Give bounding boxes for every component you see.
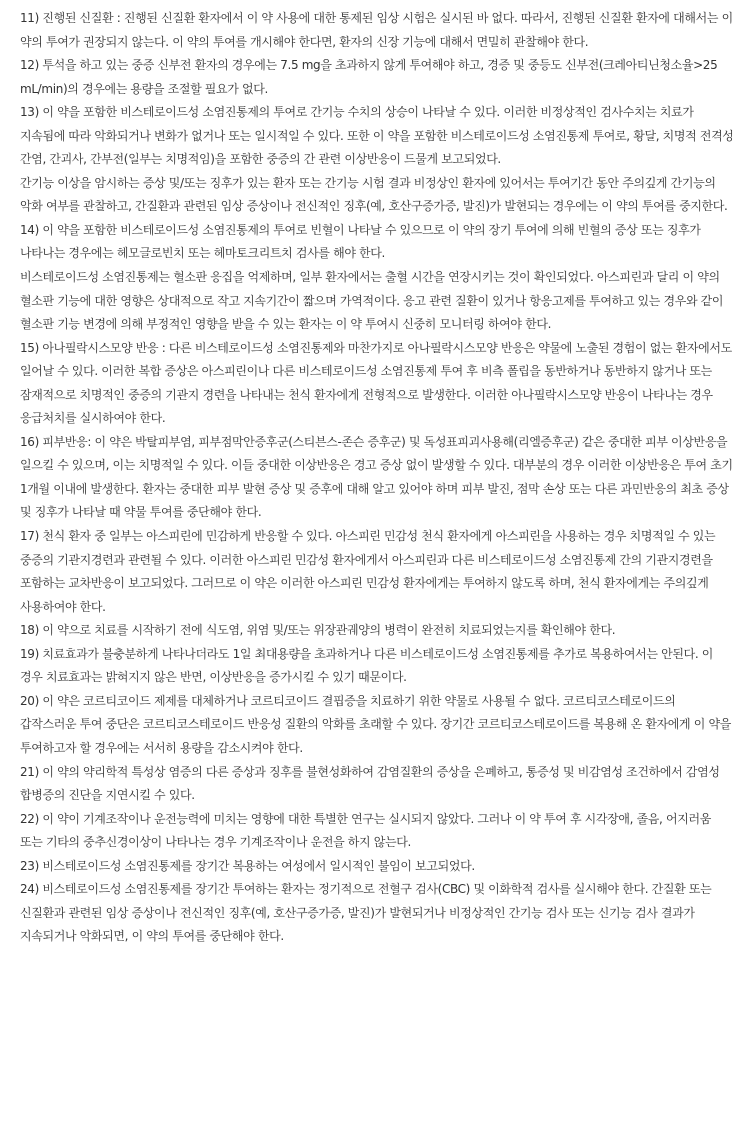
paragraph-anaphylactoid-reaction: 15) 아나필락시스모양 반응 : 다른 비스테로이드성 소염진통제와 마찬가지로 아나필락시스모양 반응은 약물에 노출된 경험이 없는 환자에서도 일어날 수 있다. 이러한 복합 증상은 아스피린이나 다른 비스테로이드성 소염진통제 투여 후 비측 폴립을 동반하거나 동반하지 않거나 또는 잠재적으로 치명적인 중증의 기관지 경련을 나타내는 천식 환자에게 전형적으로 발생한다. 이러한 아나필락시스모양 반응이 나타나는 경우 응급처치를 실시하여야 한다. [20,340,732,426]
paragraph-infection-masking: 21) 이 약의 약리학적 특성상 염증의 다른 증상과 징후를 불현성화하여 감염질환의 증상을 은폐하고, 통증성 및 비감염성 조건하에서 감염성 합병증의 진단을 지연시킬 수 있다. [20,764,720,803]
paragraph-anemia: 14) 이 약을 포함한 비스테로이드성 소염진통제의 투여로 빈혈이 나타날 수 있으므로 이 약의 장기 투여에 의해 빈혈의 증상 또는 징후가 나타나는 경우에는 헤모글로빈치 또는 헤마토크리트치 검사를 해야 한다. [20,222,701,261]
paragraph-max-dose: 19) 치료효과가 불충분하게 나타나더라도 1일 최대용량을 초과하거나 다른 비스테로이드성 소염진통제를 추가로 복용하여서는 안된다. 이 경우 치료효과는 밝혀지지 않은 반면, 이상반응을 증가시킬 수 있기 때문이다. [20,646,714,685]
paragraph-dialysis-renal-failure: 12) 투석을 하고 있는 중증 신부전 환자의 경우에는 7.5 mg을 초과하지 않게 투여해야 하고, 경증 및 중등도 신부전(크레아티닌청소율>25 mL/min)의 경우에는 용량을 조절할 필요가 없다. [20,58,718,96]
paragraph-corticosteroid: 20) 이 약은 코르티코이드 제제를 대체하거나 코르티코이드 결핍증을 치료하기 위한 약물로 사용될 수 없다. 코르티코스테로이드의 갑작스러운 투여 중단은 코르티코스테로이드 반응성 질환의 악화를 초래할 수 있다. 장기간 코르티코스테로이드를 복용해 온 환자에게 이 약을 투여하고자 할 경우에는 서서히 용량을 감소시켜야 한다. [20,693,731,755]
paragraph-long-term-monitoring: 24) 비스테로이드성 소염진통제를 장기간 투여하는 환자는 정기적으로 전혈구 검사(CBC) 및 이화학적 검사를 실시해야 한다. 간질환 또는 신질환과 관련된 임상 증상이나 전신적인 징후(예, 호산구증가증, 발진)가 발현되거나 비정상적인 간기능 검사 또는 신기능 검사 결과가 지속되거나 악화되면, 이 약의 투여를 중단해야 한다. [20,882,712,944]
paragraph-platelet-function: 비스테로이드성 소염진통제는 혈소판 응집을 억제하며, 일부 환자에서는 출혈 시간을 연장시키는 것이 확인되었다. 아스피린과 달리 이 약의 혈소판 기능에 대한 영향은 상대적으로 작고 지속기간이 짧으며 가역적이다. 응고 관련 질환이 있거나 항응고제를 투여하고 있는 경우와 같이 혈소판 기능 변경에 의해 부정적인 영향을 받을 수 있는 환자는 이 약 투여시 신중히 모니터링 하여야 한다. [20,270,724,332]
paragraph-gi-history: 18) 이 약으로 치료를 시작하기 전에 식도염, 위염 및/또는 위장관궤양의 병력이 완전히 치료되었는지를 확인해야 한다. [20,623,616,638]
paragraph-fertility: 23) 비스테로이드성 소염진통제를 장기간 복용하는 여성에서 일시적인 불임이 보고되었다. [20,858,475,873]
paragraph-aspirin-sensitive-asthma: 17) 천식 환자 중 일부는 아스피린에 민감하게 반응할 수 있다. 아스피린 민감성 천식 환자에게 아스피린을 사용하는 경우 치명적일 수 있는 중증의 기관지경련과 관련될 수 있다. 이러한 아스피린 민감성 환자에게서 아스피린과 다른 비스테로이드성 소염진통제 간의 기관지경련을 포함하는 교차반응이 보고되었다. 그러므로 이 약은 이러한 아스피린 민감성 환자에게는 투여하지 않도록 하며, 천식 환자에게는 주의깊게 사용하여야 한다. [20,529,716,614]
paragraph-skin-reaction: 16) 피부반응: 이 약은 박탈피부염, 피부점막안증후군(스티븐스-존슨 증후군) 및 독성표피괴사용해(리엘증후군) 같은 중대한 피부 이상반응을 일으킬 수 있으며, 이는 치명적일 수 있다. 이들 중대한 이상반응은 경고 증상 없이 발생할 수 있다. 대부분의 경우 이러한 이상반응은 투여 초기 1개월 이내에 발생한다. 환자는 중대한 피부 발현 증상 및 증후에 대해 알고 있어야 하며 피부 발진, 점막 손상 또는 다른 과민반응의 최초 증상 및 징후가 나타날 때 약물 투여를 중단해야 한다. [20,434,733,520]
paragraph-driving-machinery: 22) 이 약이 기계조작이나 운전능력에 미치는 영향에 대한 특별한 연구는 실시되지 않았다. 그러나 이 약 투여 후 시각장애, 졸음, 어지러움 또는 기타의 중추신경이상이 나타나는 경우 기계조작이나 운전을 하지 않는다. [20,811,711,850]
paragraph-hepatic-monitoring: 간기능 이상을 암시하는 증상 및/또는 징후가 있는 환자 또는 간기능 시험 결과 비정상인 환자에 있어서는 투여기간 동안 주의깊게 간기능의 악화 여부를 관찰하고, 간질환과 관련된 임상 증상이나 전신적인 징후(예, 호산구증가증, 발진)가 발현되는 경우에는 이 약의 투여를 중지한다. [20,175,728,214]
paragraph-hepatic-function: 13) 이 약을 포함한 비스테로이드성 소염진통제의 투여로 간기능 수치의 상승이 나타날 수 있다. 이러한 비정상적인 검사수치는 치료가 지속됨에 따라 악화되거나 변화가 없거나 또는 일시적일 수 있다. 또한 이 약을 포함한 비스테로이드성 소염진통제 투여로, 황달, 치명적 전격성 간염, 간괴사, 간부전(일부는 치명적임)을 포함한 중증의 간 관련 이상반응이 드물게 보고되었다. [20,105,734,167]
paragraph-advanced-renal-disease: 11) 진행된 신질환 : 진행된 신질환 환자에서 이 약 사용에 대한 통제된 임상 시험은 실시된 바 없다. 따라서, 진행된 신질환 환자에 대해서는 이 약의 투여가 권장되지 않는다. 이 약의 투여를 개시해야 한다면, 환자의 신장 기능에 대해서 면밀히 관찰해야 한다. [20,11,733,49]
